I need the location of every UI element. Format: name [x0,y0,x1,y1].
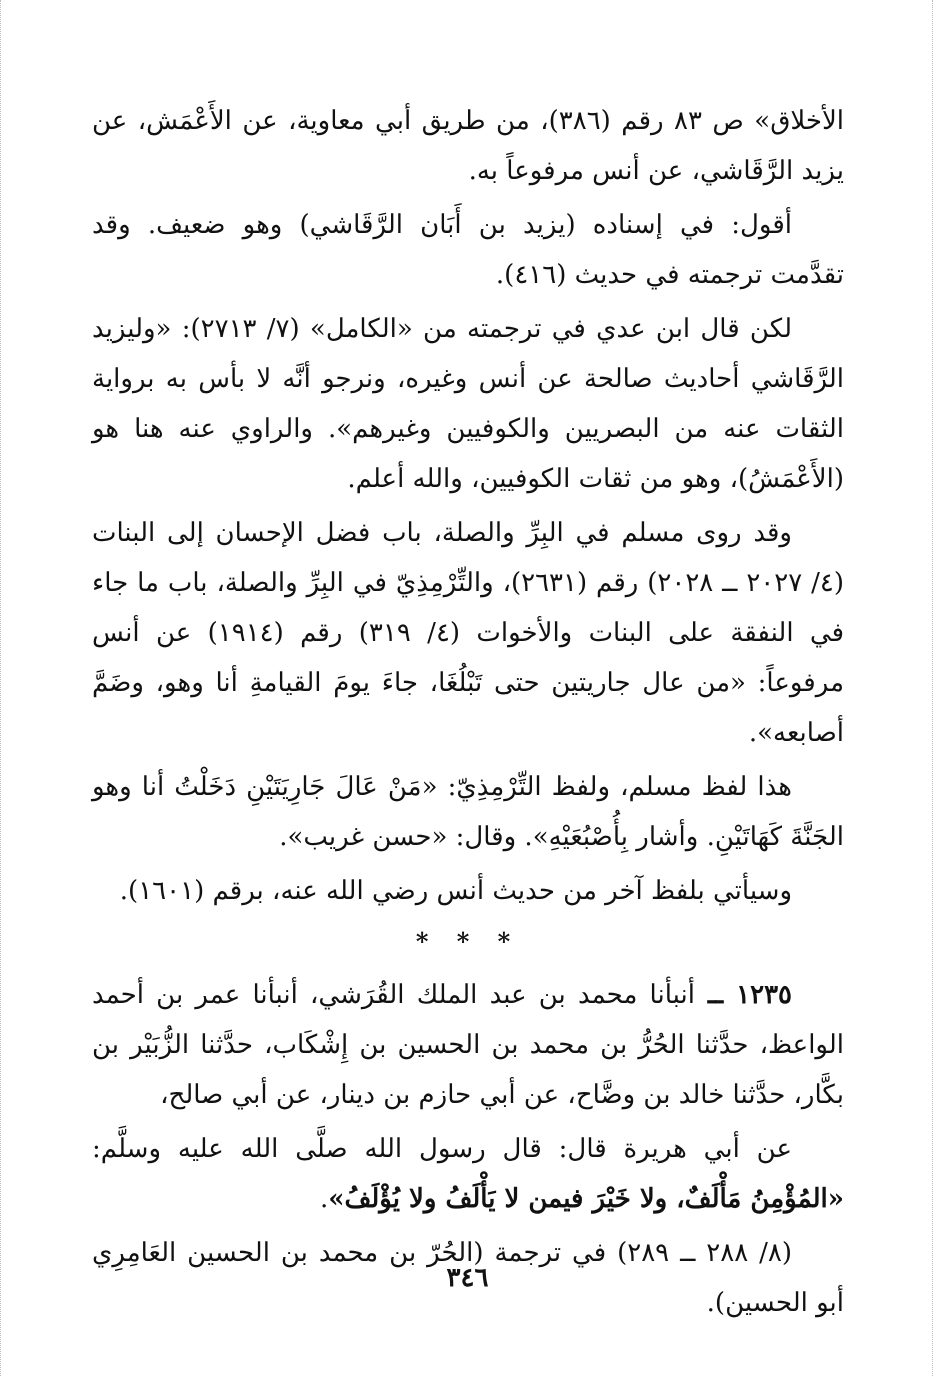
hadith-matn-intro: عن أبي هريرة قال: قال رسول الله صلَّى الله عليه وسلَّم: [92,1134,792,1164]
hadith-number: ١٢٣٥ [736,980,792,1010]
hadith-matn-text: «المُؤْمِنُ مَأْلَفٌ، ولا خَيْرَ فيمن لا يَأْلَفُ ولا يُؤْلَفُ» [328,1184,844,1214]
hadith-takhrij-note: (٨/ ٢٨٨ ــ ٢٨٩) في ترجمة (الحُرّ بن محمد بن الحسين العَامِرِي أبو الحسين). [92,1238,844,1318]
paragraph-commentary-continued: الأخلاق» ص ٨٣ رقم (٣٨٦)، من طريق أبي معاوية، عن الأَعْمَش، عن يزيد الرَّقَاشي، عن أنس مرفوعاً به. [92,106,845,186]
paragraph-isnad-assessment: أقول: في إسناده (يزيد بن أَبَان الرَّقَاشي) وهو ضعيف. وقد تقدَّمت ترجمته في حديث (٤١٦). [92,210,844,290]
hadith-matn [92,1124,844,1224]
page-body [92,96,844,1332]
scan-edge-left [0,0,3,1376]
hadith-matn-end: . [319,1184,329,1214]
paragraph-muslim-tirmidhi: وقد روى مسلم في البِرِّ والصلة، باب فضل الإحسان إلى البنات (٤/ ٢٠٢٧ ــ ٢٠٢٨) رقم (٢٦٣١)، والتِّرْمِذِيّ في البِرِّ والصلة، باب ما جاء في النفقة على البنات والأخوات (٤/ ٣١٩) رقم (١٩١٤) عن أنس مرفوعاً: «من عال جاريتين حتى تَبْلُغَا، جاءَ يومَ القيامةِ أنا وهو، وضَمَّ أصابعه». [92,518,845,748]
hadith-isnad [92,970,844,1120]
hadith-isnad-text: أنبأنا محمد بن عبد الملك القُرَشي، أنبأنا عمر بن أحمد الواعظ، حدَّثنا الحُرُّ بن محمد بن الحسين بن إِشْكَاب، حدَّثنا الزُّبَيْر بن بكَّار، حدَّثنا خالد بن وضَّاح، عن أبي حازم بن دينار، عن أبي صالح، [92,980,844,1110]
paragraph-cross-reference: وسيأتي بلفظ آخر من حديث أنس رضي الله عنه، برقم (١٦٠١). [119,876,792,906]
hadith-dash: ــ [694,980,737,1010]
page-number: ٣٤٦ [446,1263,489,1293]
section-separator: * * * [415,927,521,956]
paragraph-ibn-adi-quote: لكن قال ابن عدي في ترجمته من «الكامل» (٧/ ٢٧١٣): «وليزيد الرَّقَاشي أحاديث صالحة عن أنس وغيره، ونرجو أنَّه لا بأس به برواية الثقات عنه من البصريين والكوفيين وغيرهم». والراوي عنه هنا هو (الأَعْمَشُ)، وهو من ثقات الكوفيين، والله أعلم. [92,314,844,494]
paragraph-tirmidhi-wording: هذا لفظ مسلم، ولفظ التِّرْمِذِيّ: «مَنْ عَالَ جَارِيَتَيْنِ دَخَلْتُ أنا وهو الجَنَّةَ كَهَاتَيْنِ. وأشار بِأُصْبُعَيْهِ». وقال: «حسن غريب». [92,772,844,852]
